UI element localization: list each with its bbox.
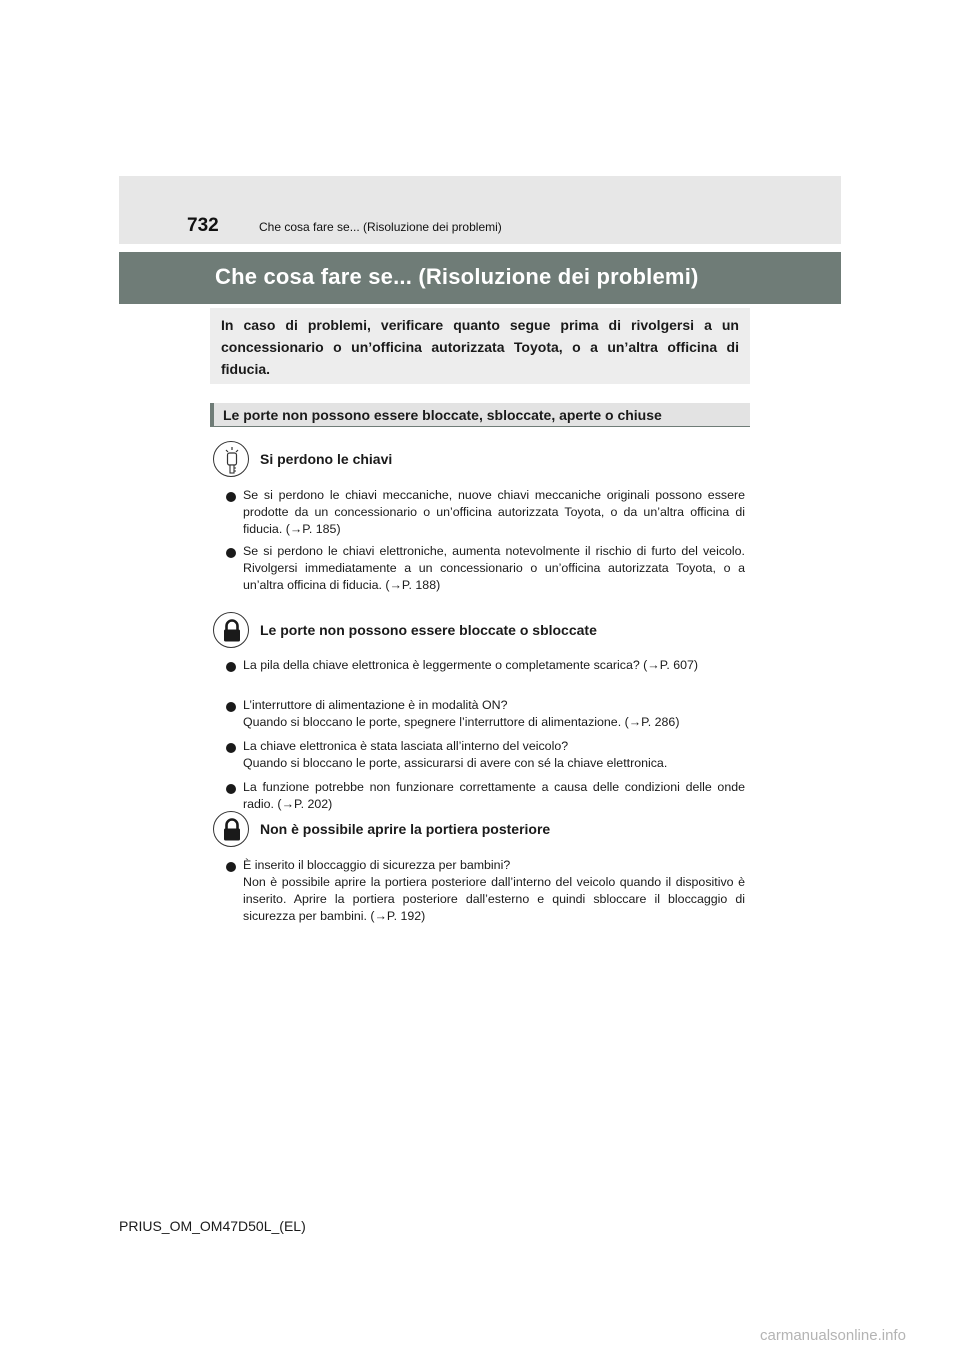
list-item: Se si perdono le chiavi meccaniche, nuove chiavi meccaniche originali possono essere prodotte da un concessionario o un’officina autorizzata Toyota, o da un’altra officina di fiducia. (→P. 185) (243, 488, 745, 536)
list-item: La chiave elettronica è stata lasciata all’interno del veicolo? (243, 739, 569, 753)
page-number: 732 (187, 215, 219, 236)
list-item: La funzione potrebbe non funzionare correttamente a causa delle condizioni delle onde radio. (→P. 202) (243, 780, 745, 811)
list-item-detail: Non è possibile aprire la portiera posteriore dall’interno del veicolo quando il dispositivo è inserito. Aprire la portiera posteriore dall’esterno e quindi sbloccare il bloccaggio di sicurezza per bambini. (→P. 192) (243, 875, 745, 923)
list-item-detail: Quando si bloccano le porte, spegnere l’interruttore di alimentazione. (→P. 286) (243, 715, 680, 729)
subsection-title-rear-door: Non è possibile aprire la portiera posteriore (260, 821, 551, 837)
bullet (226, 492, 236, 502)
section-heading (210, 403, 750, 427)
section-title: Le porte non possono essere bloccate, sbloccate, aperte o chiuse (223, 407, 662, 423)
subsection-title-doors-lock: Le porte non possono essere bloccate o sbloccate (260, 622, 597, 638)
intro-box (210, 308, 750, 384)
intro-text: In caso di problemi, verificare quanto segue prima di rivolgersi a un concessionario o un’officina autorizzata Toyota, o a un’altra officina di fiducia. (221, 317, 739, 377)
padlock-icon (213, 811, 249, 847)
bullet (226, 702, 236, 712)
list-item: Se si perdono le chiavi elettroniche, aumenta notevolmente il rischio di furto del veicolo. Rivolgersi immediatamente a un concessionario o un’officina autorizzata Toyota, o a un’altra officina di fiducia. (→P. 188) (243, 544, 745, 592)
key-icon (213, 441, 249, 477)
bullet (226, 784, 236, 794)
bullet (226, 548, 236, 558)
title-band (119, 252, 841, 304)
bullet (226, 862, 236, 872)
list-item: La pila della chiave elettronica è leggermente o completamente scarica? (→P. 607) (243, 658, 699, 672)
page-title: Che cosa fare se... (Risoluzione dei problemi) (215, 264, 699, 289)
padlock-icon (213, 612, 249, 648)
list-item-detail: Quando si bloccano le porte, assicurarsi di avere con sé la chiave elettronica. (243, 756, 668, 770)
list-item: L’interruttore di alimentazione è in modalità ON? (243, 698, 508, 712)
watermark: carmanualsonline.info (760, 1327, 906, 1344)
bullet (226, 662, 236, 672)
bullet (226, 743, 236, 753)
list-item: È inserito il bloccaggio di sicurezza per bambini? (243, 858, 511, 872)
running-head: Che cosa fare se... (Risoluzione dei problemi) (259, 220, 502, 234)
section-accent (210, 403, 214, 426)
footer-code: PRIUS_OM_OM47D50L_(EL) (119, 1218, 306, 1234)
subsection-title-lost-keys: Si perdono le chiavi (260, 451, 393, 467)
